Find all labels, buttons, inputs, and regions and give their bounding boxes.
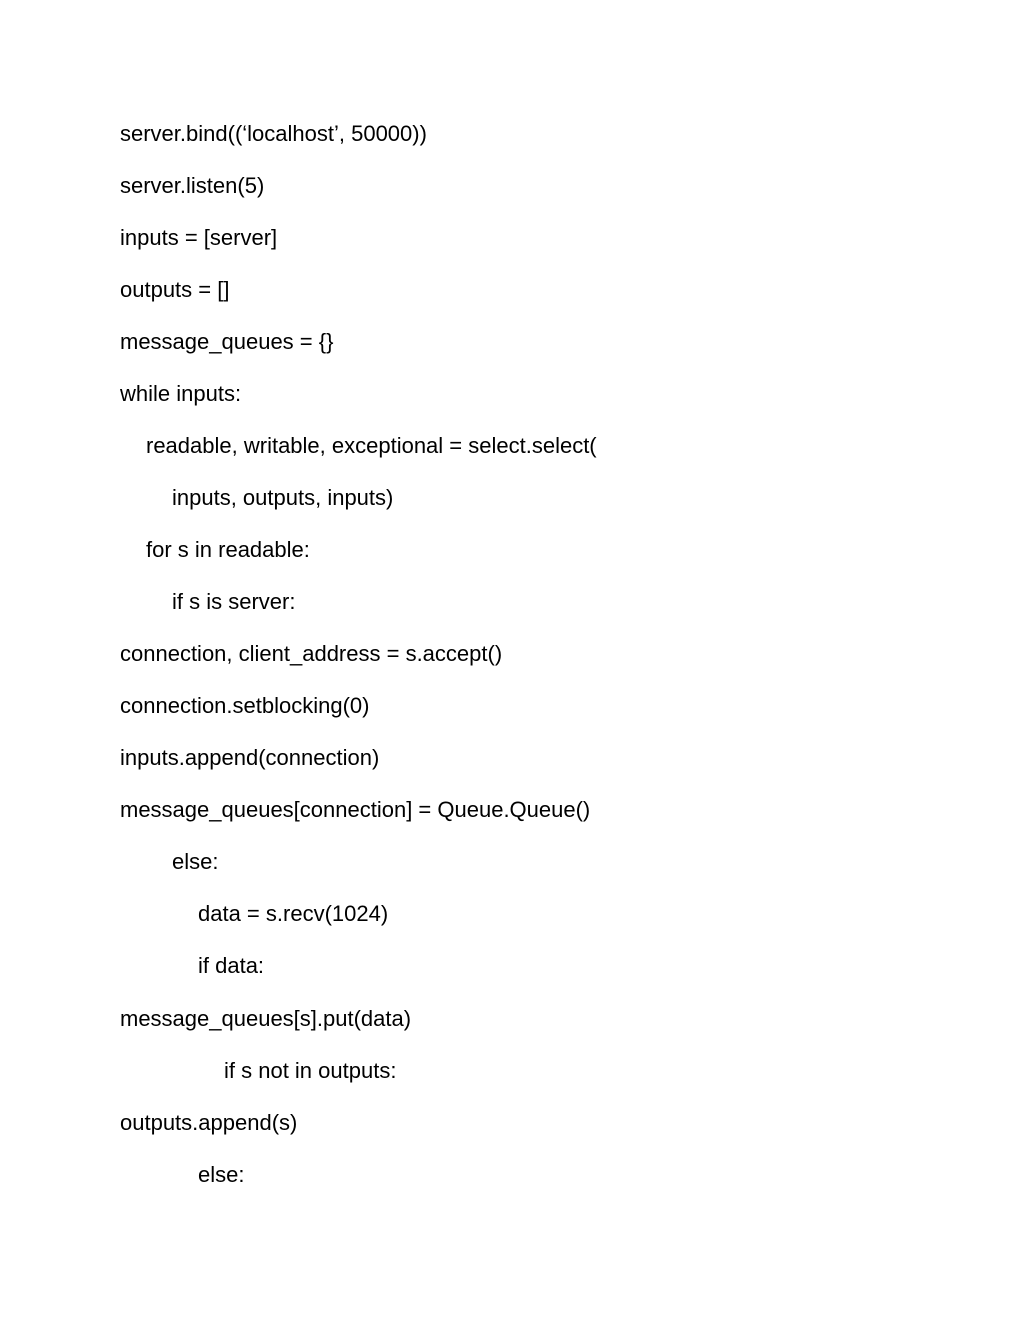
- code-line: server.bind((‘localhost’, 50000)): [120, 121, 427, 146]
- code-line: connection, client_address = s.accept(): [120, 641, 503, 666]
- code-line: outputs.append(s): [120, 1110, 298, 1135]
- code-line: for s in readable:: [146, 537, 310, 562]
- code-line: inputs, outputs, inputs): [172, 485, 394, 510]
- code-line: else:: [198, 1162, 245, 1187]
- code-line: if s is server:: [172, 589, 296, 614]
- code-line: if s not in outputs:: [224, 1058, 397, 1083]
- code-line: data = s.recv(1024): [198, 901, 389, 926]
- code-line: server.listen(5): [120, 173, 265, 198]
- code-line: message_queues[connection] = Queue.Queue(): [120, 797, 591, 822]
- code-line: outputs = []: [120, 277, 230, 302]
- code-line: if data:: [198, 953, 265, 978]
- code-line: message_queues = {}: [120, 329, 334, 354]
- code-line: while inputs:: [120, 381, 242, 406]
- code-line: inputs.append(connection): [120, 745, 380, 770]
- code-line: message_queues[s].put(data): [120, 1006, 412, 1031]
- code-line: readable, writable, exceptional = select.select(: [146, 433, 597, 458]
- code-line: else:: [172, 849, 219, 874]
- code-line: inputs = [server]: [120, 225, 278, 250]
- code-line: connection.setblocking(0): [120, 693, 370, 718]
